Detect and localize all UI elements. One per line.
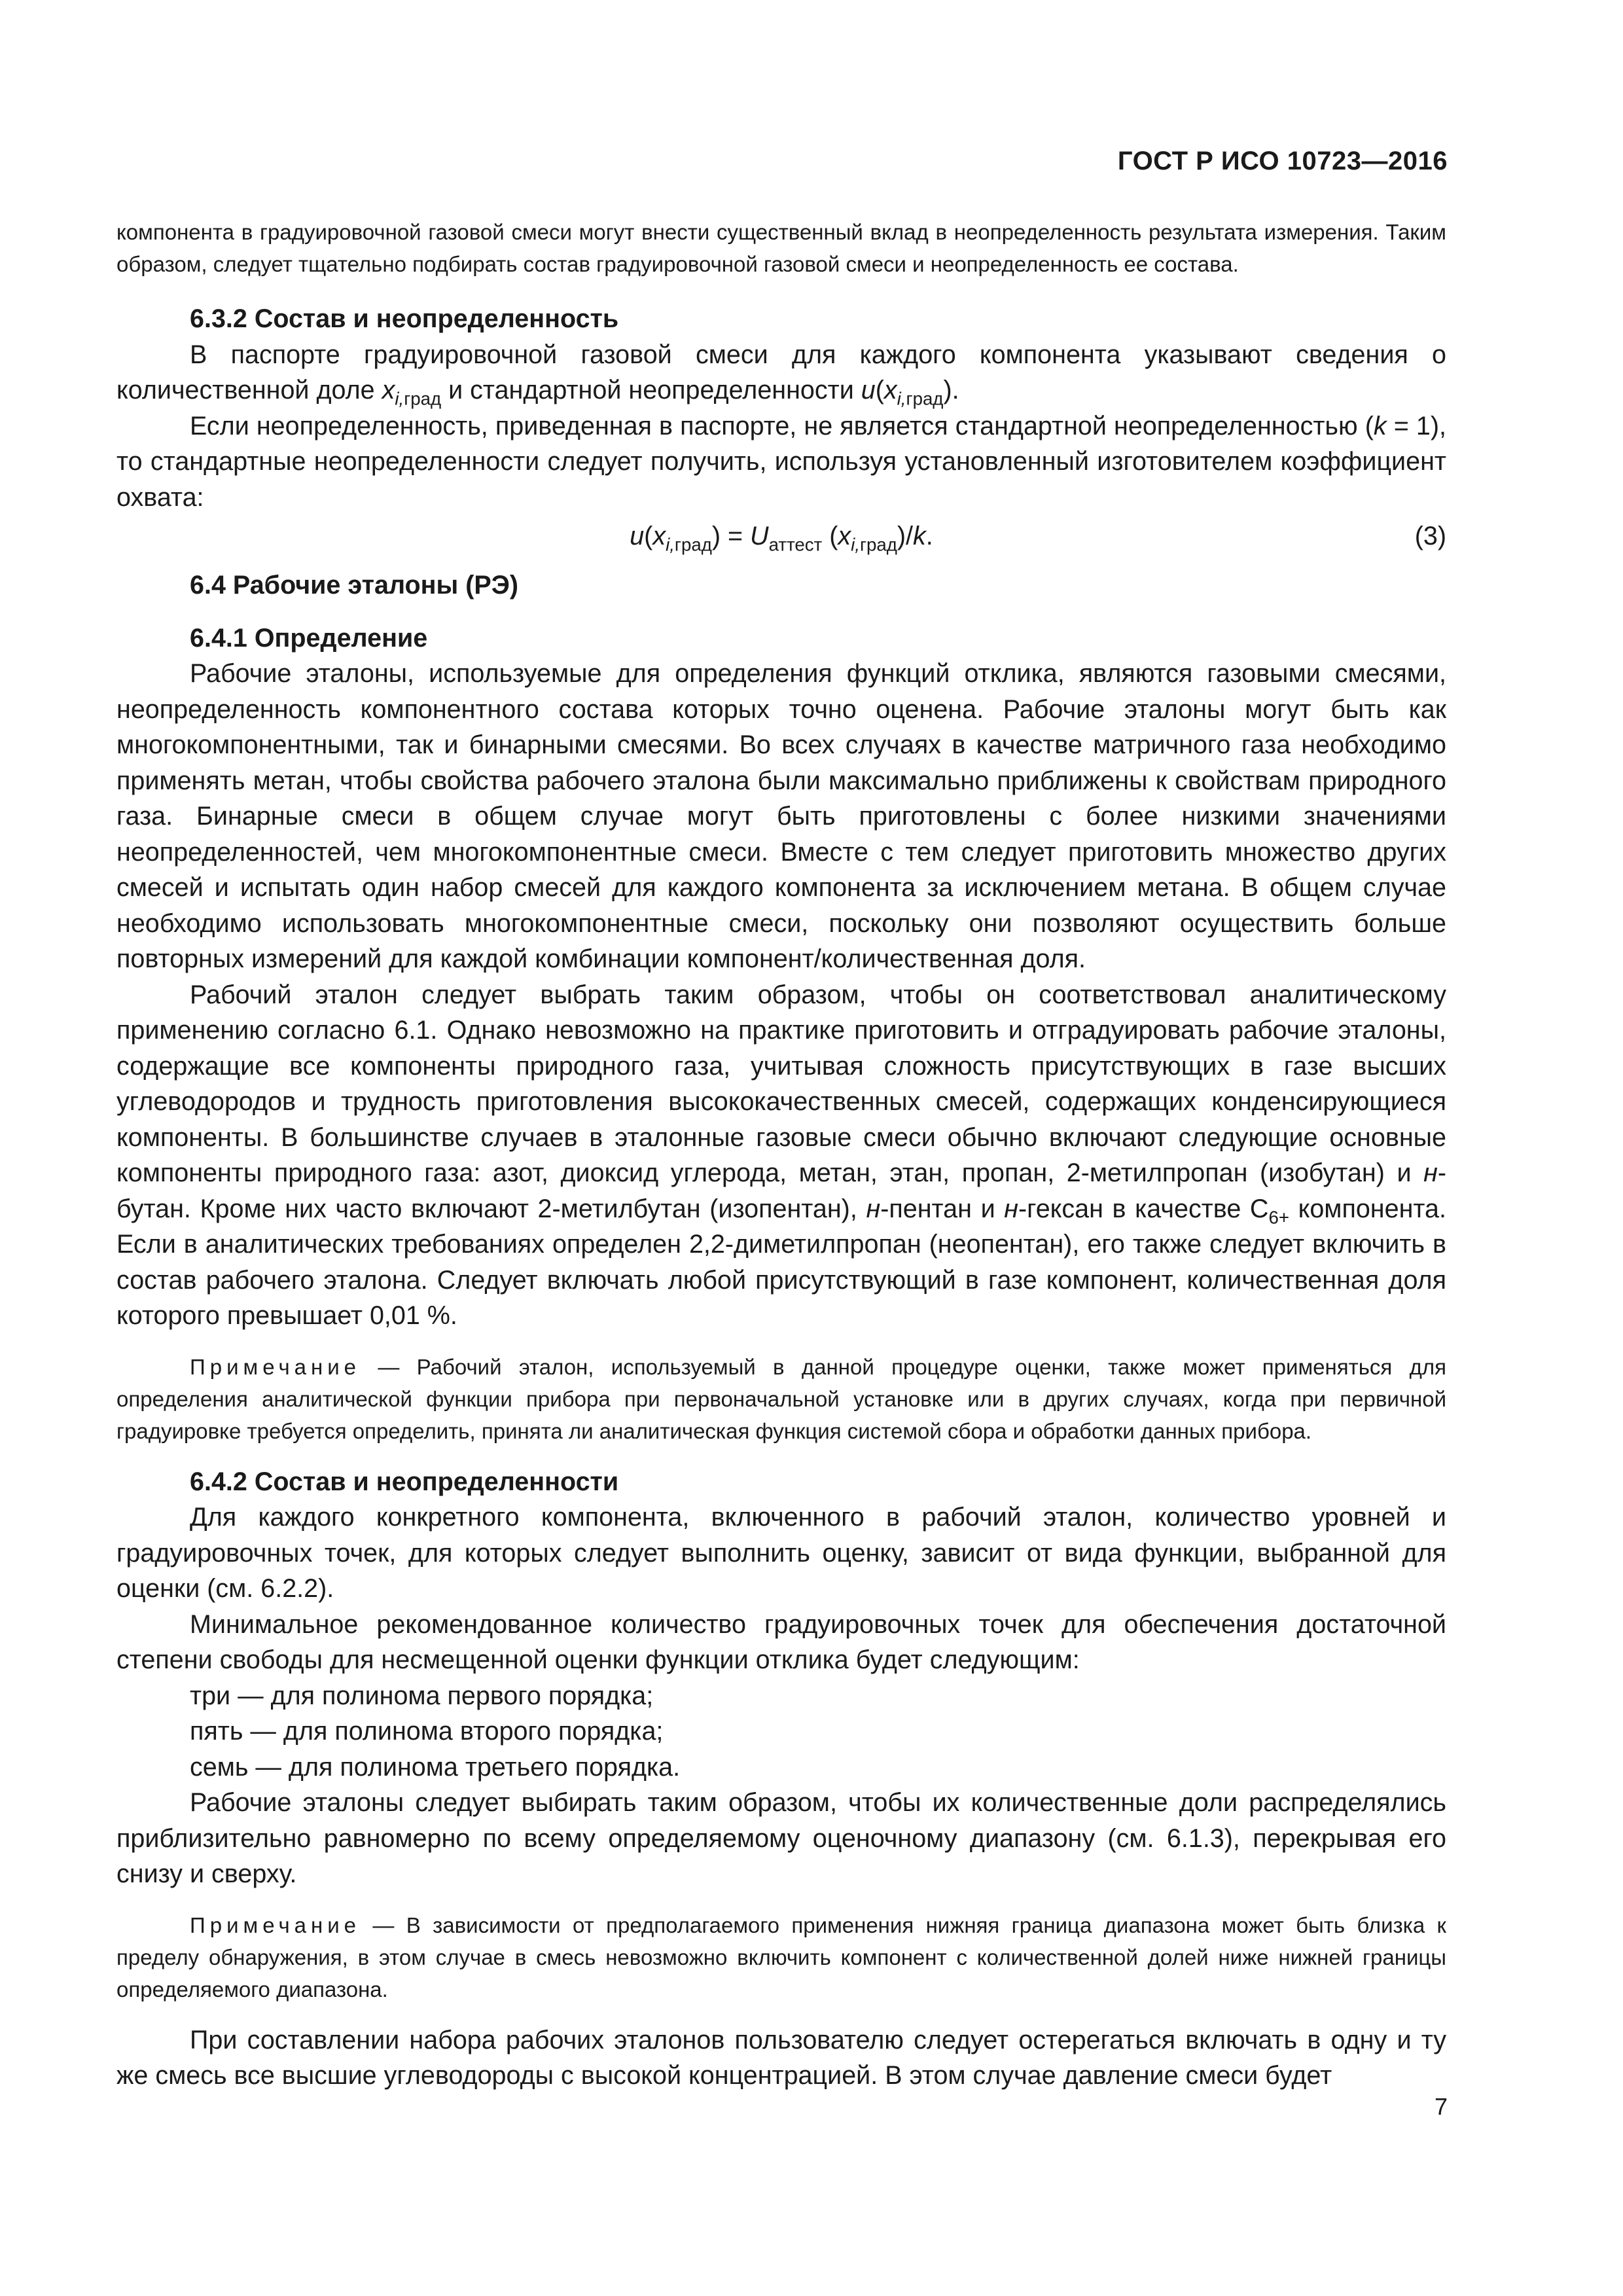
note-6-4-2: Примечание — В зависимости от предполагаемого применения нижняя граница диапазона может быть близка к пределу обнаружения, в этом случае в смесь невозможно включить компонент с количественной долей ниже нижней границы определяемого диапазона. (116, 1912, 1446, 2001)
list-item: семь — для полинома третьего порядка. (190, 1752, 681, 1782)
paragraph-working-standard: Рабочий эталон следует выбрать таким образом, чтобы он соответствовал аналитическому применению согласно 6.1. Однако невозможно на практике приготовить и отградуировать рабочие эталоны, содержащие все компоненты природного газа, учитывая сложность присутствующих в газе высших углеводородов и трудность приготовления высококачественных смесей, содержащих конденсирующиеся компоненты. В большинстве случаев в эталонные газовые смеси обычно включают следующие основные компоненты природного газа: азот, диоксид углерода, метан, этан, пропан, 2-метилпропан (изобутан) и н-бутан. Кроме них часто включают 2-метилбутан (изопентан), н-пентан и н-гексан в качестве $C_{6+}$ компонента. Если в аналитических требованиях определен 2,2-диметилпропан (неопентан), его также следует включить в состав рабочего эталона. Следует включать любой присутствующий в газе компонент, количественная доля которого превышает 0,01 %. (116, 980, 1446, 1330)
page-content (116, 216, 1446, 2094)
formula-number: (3) (1414, 522, 1446, 550)
page-number: 7 (1434, 2093, 1448, 2120)
note-label: Примечание (190, 1354, 361, 1379)
paragraph-definition: Рабочие эталоны, используемые для определения функций отклика, являются газовыми смесями, неопределенность компонентного состава которых точно оценена. Рабочие эталоны могут быть как многокомпонентными, так и бинарными смесями. Во всех случаях в качестве матричного газа необходимо применять метан, чтобы свойства рабочего эталона были максимально приближены к свойствам природного газа. Бинарные смеси в общем случае могут быть приготовлены с более низкими значениями неопределенностей, чем многокомпонентные смеси. Вместе с тем следует приготовить множество других смесей и испытать один набор смесей для каждого компонента за исключением метана. В общем случае необходимо использовать многокомпонентные смеси, поскольку они позволяют осуществить больше повторных измерений для каждой комбинации компонент/количественная доля. (116, 659, 1446, 973)
note-label: Примечание (190, 1912, 361, 1937)
note-6-4-1: Примечание — Рабочий эталон, используемый в данной процедуре оценки, также может применяться для определения аналитической функции прибора при первоначальной установке или в других случаях, когда при первичной градуировке требуется определить, принята ли аналитическая функция системой сбора и обработки данных прибора. (116, 1354, 1446, 1443)
section-heading-6-4-1: 6.4.1 Определение (190, 623, 428, 653)
standard-id-header: ГОСТ Р ИСО 10723—2016 (1117, 147, 1448, 175)
paragraph-calibration-points: Для каждого конкретного компонента, включенного в рабочий эталон, количество уровней и градуировочных точек, для которых следует выполнить оценку, зависит от вида функции, выбранной для оценки (см. 6.2.2). (116, 1503, 1446, 1603)
paragraph-set-composition: При составлении набора рабочих эталонов пользователю следует остерегаться включать в одну и ту же смесь все высшие углеводороды с высокой концентрацией. В этом случае давление смеси будет (116, 2025, 1446, 2090)
section-heading-6-4-2: 6.4.2 Состав и неопределенности (190, 1467, 619, 1496)
paragraph-minimum-points: Минимальное рекомендованное количество градуировочных точек для обеспечения достаточной степени свободы для несмещенной оценки функции отклика будет следующим: (116, 1609, 1446, 1674)
paragraph-distribution: Рабочие эталоны следует выбирать таким образом, чтобы их количественные доли распределялись приблизительно равномерно по всему определяемому оценочному диапазону (см. 6.1.3), перекрывая его снизу и сверху. (116, 1788, 1446, 1888)
paragraph-coverage-factor: Если неопределенность, приведенная в паспорте, не является стандартной неопределенностью (k = 1), то стандартные неопределенности следует получить, используя установленный изготовителем коэффициент охвата: (116, 411, 1446, 512)
section-heading-6-4: 6.4 Рабочие эталоны (РЭ) (190, 571, 519, 600)
intro-paragraph: компонента в градуировочной газовой смеси могут внести существенный вклад в неопределенность результата измерения. Таким образом, следует тщательно подбирать состав градуировочной газовой смеси и неопределенность ее состава. (116, 220, 1446, 276)
formula-expression: $u(x_{i,град}) = U_{аттест}$ $(x_{i,град})/k$. (630, 522, 933, 555)
formula-3 (116, 515, 1446, 567)
section-heading-6-3-2: 6.3.2 Состав и неопределенность (190, 304, 619, 333)
list-item: три — для полинома первого порядка; (190, 1681, 654, 1710)
paragraph-passport: В паспорте градуировочной газовой смеси для каждого компонента указывают сведения о количественной доле $x_{i,град}$ и стандартной неопределенности $u(x_{i,град})$. (116, 340, 1446, 409)
list-item: пять — для полинома второго порядка; (190, 1717, 664, 1746)
